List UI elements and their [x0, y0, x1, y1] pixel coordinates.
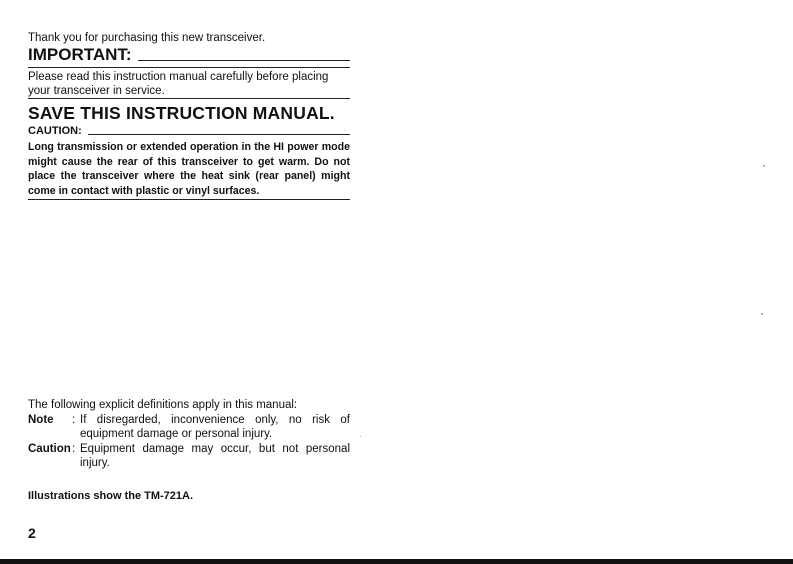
scan-edge-bar	[0, 559, 793, 564]
caution-heading: CAUTION:	[28, 125, 82, 137]
scan-speck	[360, 436, 361, 437]
caution-rule	[88, 134, 350, 135]
definitions-section	[28, 398, 350, 471]
illustrations-note: Illustrations show the TM-721A.	[28, 490, 194, 502]
definition-term: Caution	[28, 442, 71, 455]
save-manual-heading: SAVE THIS INSTRUCTION MANUAL.	[28, 103, 335, 123]
caution-text: Long transmission or extended operation in the HI power mode might cause the rear of this transceiver to get warm. Do not place the transceiver where the heat sink (rear panel) might come in contact with plastic or vinyl surfaces.	[28, 140, 350, 200]
definition-body	[72, 442, 350, 471]
important-rule	[138, 60, 350, 61]
definition-colon: :	[72, 413, 76, 426]
definition-caution	[28, 442, 350, 471]
definition-text: If disregarded, inconvenience only, no risk of equipment damage or personal injury.	[80, 413, 350, 440]
definition-text: Equipment damage may occur, but not personal injury.	[80, 442, 350, 469]
definition-colon: :	[72, 442, 76, 455]
important-text: Please read this instruction manual carefully before placing your transceiver in service.	[28, 67, 350, 99]
intro-text: Thank you for purchasing this new transceiver.	[28, 32, 266, 44]
definition-body	[72, 413, 350, 442]
front-notice	[28, 31, 350, 200]
scan-speck	[763, 165, 765, 167]
important-heading-row	[28, 45, 350, 64]
definition-term: Note	[28, 413, 54, 426]
page-number: 2	[28, 525, 36, 541]
scan-speck	[761, 313, 763, 315]
definitions-intro: The following explicit definitions apply in this manual:	[28, 399, 298, 411]
important-heading: IMPORTANT:	[28, 45, 132, 64]
definition-note	[28, 413, 350, 442]
caution-heading-row	[28, 123, 350, 138]
